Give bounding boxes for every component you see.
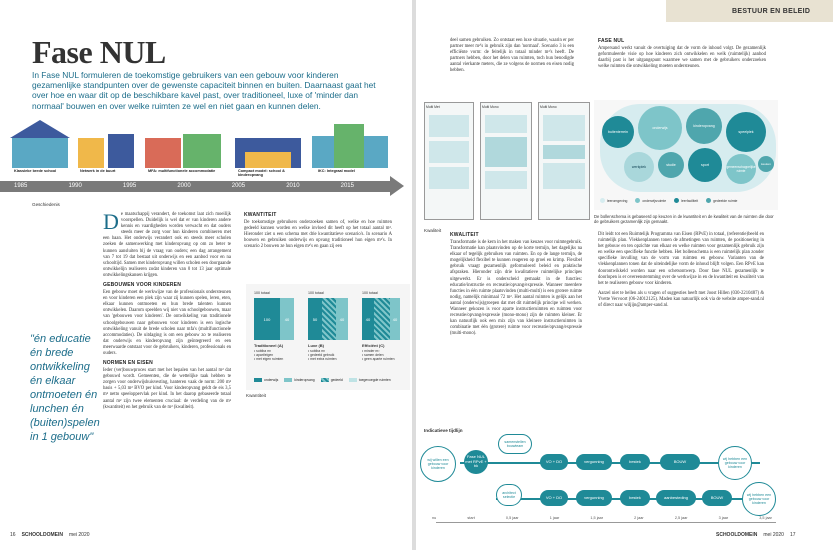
right-column-b — [598, 38, 766, 70]
bubble: onderwijs — [638, 106, 682, 150]
flow-node: VO + DO — [540, 490, 568, 506]
bubble: sport — [688, 148, 722, 182]
flow-node: vergunning — [576, 454, 612, 470]
article-title: Fase NUL — [32, 34, 166, 70]
subheading: KWALITEIT — [450, 232, 479, 238]
paragraph: Dit leidt tot een Ruimtelijk Programma van Eisen (RPvE) in totaal, (referentie)beeld en ruimtelijk plan. Vlekkenplannen tonen de afmetingen van ruimten, de positionering in het gebouw en ten opzichte van elkaar en welke ruimten voor gezamenlijk gebruik zijn en welke een specifieke functie hebben. Het bollenschema is een ruimtelijk plan zonder specifieke invulling van de vorm van ruimten en gebouw. Varianten van de vlekkenplannen tonen dat de uiteindelijke vorm de inhoud blijft volgen. Een RPvE kan doorontwikkeld worden naar een schetsontwerp. Door fase NUL gezamenlijk te doorlopen is er overeenstemming over de werkwijze in en de kwantiteit en kwaliteit van het te realiseren gebouw voor kinderen. — [598, 232, 764, 286]
scenario-detail: • gedeeld gebruik — [308, 353, 335, 358]
subheading: GEBOUWEN VOOR KINDEREN — [103, 282, 182, 289]
flow-node: wij willen een gebouw voor kinderen — [420, 446, 456, 482]
pull-quote: "én educatie én brede ontwikkeling én elkaar ontmoeten én lunchen én (buiten)spelen in 1 gebouw" — [30, 333, 100, 443]
issue-date: mei 2020 — [763, 532, 784, 538]
page-number: 16 — [10, 532, 16, 538]
bar-value: 40 — [362, 298, 374, 340]
flow-node: BOUW — [660, 454, 700, 470]
scenario-detail: • geen aparte ruimten — [362, 357, 395, 362]
timeline-label: Netwerk in de buurt — [80, 169, 116, 173]
plan-label: Multi Mono — [482, 105, 499, 109]
scenario-detail: • apart/eigen — [254, 353, 274, 358]
paragraph: Een gebouw moet de werkwijze van de professionals ondersteunen en voor kinderen een plek zijn waar zij kunnen spelen, leren, eten, elkaar kunnen ontmoeten en hun brede talenten kunnen ontwikkelen. Daarom speelden wij niet van schoolgebouwen, maar van 'gebouwen voor kinderen'. De ontwikkeling van traditionele schoolgebouwen naar gebouwen voor kinderen is een logische ontwikkeling vanuit de brede scholen naar mfa's (multifunctionele accommodaties). De uitdaging is om een gebouw zo te realiseren dat onderwijs en kinderopvang zijn geïntegreerd en een meerwaarde ontstaat voor de gebruikers, kinderen, professionals en ouders. — [103, 290, 231, 356]
bubble: gemeenschappelijke ruimte — [726, 154, 756, 184]
bubble: studie — [658, 152, 684, 178]
floor-plans — [424, 102, 590, 222]
flow-node: VO + DO — [540, 454, 568, 470]
year-label: 1990 — [68, 183, 82, 189]
timeline-label: IKC: Integraal model — [318, 169, 355, 173]
paragraph: Ampersand werkt vanuit de overtuiging dat de vorm de inhoud volgt. De gezamenlijk geformuleerde visie op hoe kinderen zich ontwikkelen en welk (ruimtelijk) aanbod daarbij past is het uitgangspunt waarmee we samen met de gebruikers onderzoeken welke ruimten die ontwikkeling moeten ondersteunen. — [598, 46, 766, 70]
scenario-name: Traditioneel (A) — [254, 343, 284, 348]
left-column-2 — [244, 212, 392, 250]
year-label: 2000 — [177, 183, 191, 189]
axis-label: 3,5 jaar — [759, 516, 772, 520]
scenario-detail: • sobiba m² — [308, 349, 326, 353]
axis-label: 2,5 jaar — [674, 516, 688, 520]
quantity-diagram — [246, 284, 410, 390]
paragraph: Aarzel niet te bellen als u vragen of suggesties heeft met Joost Hillen (030-2210487) & Yvette Vervoort (06-24012125). Maden kan natuurlijk ook via de website amper-sand.nl of direct naar wiljijn@amper-sand.nl. — [598, 290, 764, 309]
bubble: keuken — [758, 156, 774, 172]
magazine-name: SCHOOLDOMEIN — [716, 532, 758, 538]
page-footer — [716, 532, 796, 538]
bubble: werkplek — [624, 152, 654, 182]
timeline-arrow-head — [390, 176, 404, 196]
scenario-tag: 100 totaal — [308, 291, 324, 295]
flow-node: wij hebben een gebouw voor kinderen — [742, 482, 776, 516]
bubble: kinderopvang — [686, 108, 722, 144]
paragraph: Transformatie is de kern in het maken van keuzes voor ruimtegebruik. Transformatie kan plaatsvinden op de korte termijn, het dagelijks na elkaar of tegelijk gebruiken van ruimten. En op de lange termijn, de mogelijkheid flexibel te kunnen reageren op groei en krimp. Flexibel gebruik vraagt gezamenlijk geformuleerd beleid en praktische afspraken. Hieronder zijn drie kwalitatieve ruimtelijke principes uitgewerkt. Er is onderscheid gemaakt in de functies: educatie/instructie en recreatie/opvang/expressie. Wanneer meerdere functies in één ruimte plaatsvinden (multi-multi) is een grotere ruimte nodig, namelijk minimaal 72 m². Het aantal ruimten is gelijk aan het aantal (onderwijs)groepen dat met dit ruimtelijk principe wil werken. Wanneer gekozen is voor aparte instructieruimten en ruimten voor recreatie/opvang/expressie (mono-mono) zijn de ruimten kleiner. Er kan natuurlijk ook een mix zijn van kleinere instructieruimten in combinatie met één (grotere) ruimte voor recreatie/opvang/expressie (multi-mono). — [450, 240, 582, 337]
flow-node: samenstellen bouwteam — [498, 434, 532, 454]
plan-label: Multi Mono — [540, 105, 557, 109]
flow-node: bestek — [620, 490, 650, 506]
legend-entry: leerfaciliteit — [681, 198, 699, 203]
legend-entry: gedeeld — [330, 378, 343, 382]
left-page — [0, 0, 412, 550]
axis-label: 1,5 jaar — [590, 516, 604, 520]
flow-node: BOUW — [702, 490, 732, 506]
left-column-1 — [103, 209, 231, 411]
legend-entry: kinderopvang — [294, 378, 315, 382]
bar-value: 40 — [390, 298, 400, 340]
bubble: speelplek — [726, 112, 766, 152]
bubble-caption: De bollenschema is gebaseerd op keuzen in de kwantiteit en de kwaliteit van de ruimten die door de gebruikers gezamenlijk zijn gemaakt. — [594, 214, 774, 225]
timeline-caption: Geschiedenis — [32, 202, 60, 207]
flow-node: vergunning — [576, 490, 612, 506]
subheading: NORMEN EN EISEN — [103, 360, 153, 367]
bar-value: 50 — [308, 298, 322, 340]
paragraph: deel samen gebruiken. Zo ontstaat een luxe situatie, waarin er per partner meer m²'s in gebruik zijn dan 'normaal'. Scenario 3 is een efficiënte vorm: de feitelijk in totaal minder m²'s heeft. De partners hebben, door het delen van ruimten, toch hun benodigde aantal vierkante meters, die ze volgens de normen en eisen nodig hebben. — [450, 38, 574, 74]
paragraph: De toekomstige gebruikers onderzoeken samen of, welke en hoe ruimten gedeeld kunnen worden en welke invloed dit heeft op het totaal aantal m². Hieronder ziet u een schema met drie kwantitatieve scenario's. In scenario A bouwen en gebruiken onderwijs en opvang traditioneel hun eigen m²'s. In scenario 2 bouwen ze hun eigen m²'s en gaan zij een — [244, 220, 392, 250]
page-number: 17 — [789, 532, 796, 538]
subheading: KWANTITEIT — [244, 212, 277, 218]
scenario-tag: 100 totaal — [362, 291, 378, 295]
scenario-detail: • sobiba m² — [254, 349, 272, 353]
issue-date: mei 2020 — [68, 532, 90, 538]
legend-entry: gedeelde ruimte — [713, 198, 738, 203]
plans-caption: Kwaliteit — [424, 228, 442, 233]
diagram-legend — [254, 378, 391, 382]
flow-title: Indicatieve tijdlijn — [424, 428, 463, 433]
flow-node: wij hebben een gebouw voor kinderen — [718, 446, 752, 480]
timeline-label: Klassieke brede school — [14, 169, 57, 173]
paragraph: Ieder (ver)bouwproces start met het bepalen van het aantal m² dat gebouwd wordt. Gemeenten, die de wettelijke taak hebben te zorgen voor onderwijshuisvesting, hanteren vaak de norm: 200 m² basis + 5,03 m² BVO per kind. Voor kinderopvang geldt de eis 3,5 m² netto speeloppervlak per kind. In het daarop gebaseerde totaal aantal m² zijn twee elementen cruciaal: de verdeling van de m² (kwantiteit) en het gebruik van de m² (kwaliteit). — [103, 368, 231, 410]
scenario-detail: • samen delen — [362, 353, 384, 358]
bubble: buitenterrein — [602, 116, 634, 148]
scenario-detail: • met extra ruimten — [308, 357, 337, 362]
bar-value: 40 — [280, 298, 294, 340]
flow-node: architect selectie — [496, 484, 522, 506]
flow-node: Fase NUL met RPvE + bk — [464, 450, 488, 474]
year-label: 2010 — [286, 183, 300, 189]
intro-text: In Fase NUL formuleren de toekomstige gebruikers van een gebouw voor kinderen gezamenlijke standpunten over de gewenste capaciteit binnen en buiten. Daarnaast gaat het over hoe en waar dit op de beschikbare kavel past, over traditioneel, luxe of 'minder dan normaal' bouwen en over welke ruimten ze wel en niet gaan en kunnen delen. — [32, 70, 376, 111]
diagram-caption: Kwantiteit — [246, 393, 266, 398]
year-label: 2005 — [231, 183, 246, 189]
flow-axis — [432, 516, 772, 520]
drop-cap: D — [103, 209, 119, 234]
right-page — [416, 0, 833, 550]
timeline-years — [14, 183, 354, 189]
axis-label: 2 jaar — [634, 516, 644, 520]
year-label: 1985 — [14, 183, 28, 189]
legend-entry: onderwijs — [264, 378, 279, 382]
axis-label: nu — [432, 516, 437, 520]
year-label: 1995 — [122, 183, 137, 189]
paragraph: e maatschappij verandert, de toekomst laat zich moeilijk voorspellen. Duidelijk is wel dat er van kinderen andere kennis en vaardigheden worden verwacht en dat ouders steeds meer de zorg voor hun kinderen combineren met een baan. Het onderwijs verandert ook en steeds meer scholen zoeken de samenwerking met kinderopvang op om zo beter te kunnen aansluiten bij de vraag van ouders; een dag arrangement van 7 tot 19 dat bestaat uit onderwijs en een aanbod voor en na schooltijd. Samen met kinderopvang willen scholen een doorgaande ontwikkelijn realiseren zodat kinderen van 0 tot 13 jaar optimale ontwikkelingskansen krijgen. — [103, 212, 231, 278]
scenario-tag: 100 totaal — [254, 291, 270, 295]
magazine-name: SCHOOLDOMEIN — [21, 532, 63, 538]
right-column-d — [598, 232, 764, 309]
timeline-label: Compact model: school & kinderopvang — [238, 169, 285, 177]
flow-node: aanbesteding — [656, 490, 696, 506]
page-footer — [10, 532, 90, 538]
axis-label: 1 jaar — [549, 516, 560, 520]
scenario-detail: • met eigen ruimten — [254, 357, 284, 362]
bubble-legend — [600, 198, 737, 203]
timeline-label: MFA: multifunctionele accommodatie — [148, 169, 216, 173]
scenario-name: Efficiënt (C) — [362, 343, 385, 348]
axis-label: start — [467, 516, 475, 520]
axis-label: 3 jaar — [718, 516, 729, 520]
plan-label: Multi Met — [426, 105, 440, 109]
legend-entry: toegevoegde ruimten — [358, 378, 391, 382]
bubble-diagram — [594, 100, 778, 210]
right-column-kwaliteit — [450, 232, 582, 338]
flow-diagram — [416, 430, 833, 530]
flow-node: bestek — [620, 454, 650, 470]
section-label: BESTUUR EN BELEID — [732, 8, 811, 15]
axis-label: 0,5 jaar — [505, 516, 519, 520]
bar-value: 40 — [336, 298, 348, 340]
bar-value: 100 — [254, 298, 280, 340]
legend-entry: leeromgeving — [607, 198, 628, 203]
legend-entry: onderwijsruimte — [642, 198, 667, 203]
scenario-name: Luxe (B) — [308, 343, 324, 348]
scenario-detail: • minder m² — [362, 349, 380, 353]
year-label: 2015 — [340, 183, 354, 189]
subheading: FASE NUL — [598, 38, 625, 44]
